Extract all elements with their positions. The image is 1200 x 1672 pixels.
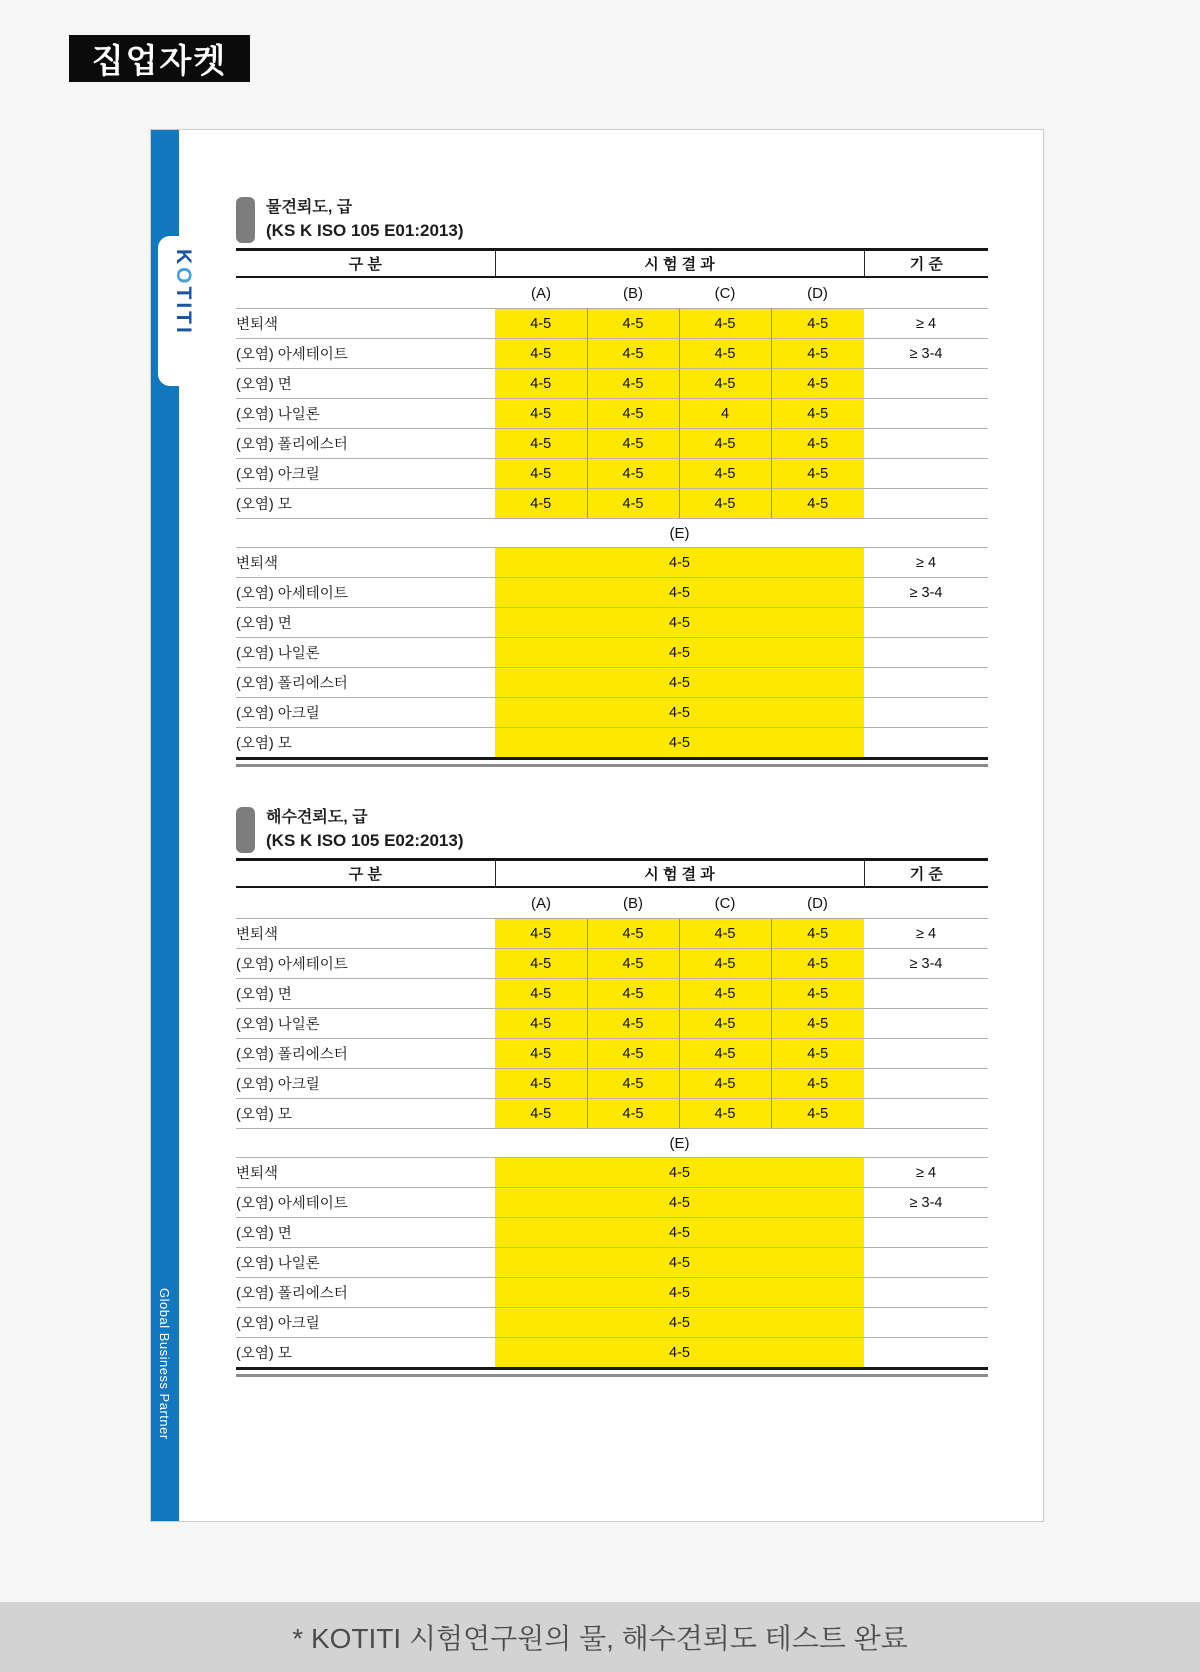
cell-value: 4-5 [679, 1069, 771, 1099]
cell-value: 4-5 [771, 919, 864, 949]
cell-value: 4-5 [587, 459, 679, 489]
table-row [236, 919, 988, 949]
cell-value: 4-5 [587, 429, 679, 459]
logo-letters-titi: TITI [172, 286, 195, 336]
table-row [236, 1099, 988, 1129]
row-label: 변퇴색 [236, 919, 495, 949]
row-label: (오염) 나일론 [236, 399, 495, 429]
cell-criteria: ≥ 3-4 [864, 339, 988, 369]
cell-criteria [864, 1308, 988, 1338]
cell-criteria [864, 979, 988, 1009]
subheader-spacer [864, 887, 988, 919]
seawater-fastness-section [236, 806, 988, 1377]
subheader-spacer [236, 887, 495, 919]
col-header-criteria: 기 준 [864, 250, 988, 278]
row-label: (오염) 폴리에스터 [236, 668, 495, 698]
row-label: (오염) 나일론 [236, 638, 495, 668]
subcol-b: (B) [587, 887, 679, 919]
table-row [236, 1248, 988, 1278]
group-e-spacer [864, 519, 988, 548]
cell-value: 4-5 [771, 979, 864, 1009]
row-label: (오염) 아세테이트 [236, 339, 495, 369]
cell-value: 4-5 [587, 399, 679, 429]
table-row [236, 668, 988, 698]
cell-value: 4-5 [679, 1099, 771, 1129]
table-row [236, 949, 988, 979]
row-label: 변퇴색 [236, 309, 495, 339]
cell-value: 4-5 [495, 339, 587, 369]
cell-value: 4-5 [679, 339, 771, 369]
sea-section-header [236, 806, 988, 854]
cell-value: 4-5 [679, 309, 771, 339]
cell-value: 4-5 [587, 1009, 679, 1039]
table-row [236, 1039, 988, 1069]
table-row [236, 309, 988, 339]
table-row [236, 1188, 988, 1218]
cell-value-merged: 4-5 [495, 1278, 864, 1308]
row-label: (오염) 폴리에스터 [236, 1039, 495, 1069]
cell-value: 4-5 [771, 429, 864, 459]
subcol-a: (A) [495, 887, 587, 919]
row-label: (오염) 폴리에스터 [236, 429, 495, 459]
cell-value-merged: 4-5 [495, 1338, 864, 1369]
cell-value: 4-5 [587, 1039, 679, 1069]
table-row [236, 979, 988, 1009]
cell-value: 4-5 [495, 1039, 587, 1069]
cell-value: 4-5 [495, 489, 587, 519]
row-label: (오염) 아크릴 [236, 698, 495, 728]
table-row [236, 489, 988, 519]
product-badge-label: 집업자켓 [91, 42, 228, 79]
cell-criteria [864, 459, 988, 489]
table-row [236, 1308, 988, 1338]
cell-value: 4-5 [587, 489, 679, 519]
cell-value: 4-5 [771, 369, 864, 399]
logo-swirl-o-icon: O [172, 267, 195, 287]
cell-criteria: ≥ 3-4 [864, 578, 988, 608]
table-row [236, 459, 988, 489]
cell-value: 4-5 [495, 309, 587, 339]
cell-value-merged: 4-5 [495, 728, 864, 759]
cell-criteria: ≥ 3-4 [864, 1188, 988, 1218]
cell-value-merged: 4-5 [495, 578, 864, 608]
table-row [236, 728, 988, 759]
cell-value: 4-5 [771, 309, 864, 339]
row-label: (오염) 아크릴 [236, 1308, 495, 1338]
cell-value: 4-5 [495, 919, 587, 949]
logo-letter-k: K [172, 249, 195, 268]
row-label: (오염) 아세테이트 [236, 949, 495, 979]
cell-value-merged: 4-5 [495, 1158, 864, 1188]
row-label: (오염) 나일론 [236, 1009, 495, 1039]
row-label: (오염) 아세테이트 [236, 1188, 495, 1218]
table-row [236, 1158, 988, 1188]
cell-criteria [864, 369, 988, 399]
group-e-label: (E) [495, 1129, 864, 1158]
cell-value: 4-5 [771, 339, 864, 369]
cell-value: 4-5 [495, 399, 587, 429]
water-section-header [236, 196, 988, 244]
cell-criteria: ≥ 4 [864, 548, 988, 578]
cell-criteria [864, 698, 988, 728]
cell-value: 4-5 [495, 459, 587, 489]
cell-value-merged: 4-5 [495, 668, 864, 698]
section-marker [236, 197, 255, 243]
row-label: (오염) 아크릴 [236, 1069, 495, 1099]
cell-value: 4-5 [587, 949, 679, 979]
cell-value: 4-5 [679, 1009, 771, 1039]
group-e-label: (E) [495, 519, 864, 548]
table-row [236, 429, 988, 459]
group-e-spacer [236, 519, 495, 548]
cell-value: 4-5 [495, 1099, 587, 1129]
cell-value: 4-5 [495, 1009, 587, 1039]
cell-value: 4-5 [771, 489, 864, 519]
kotiti-logo [173, 249, 194, 336]
table-row [236, 399, 988, 429]
table-row [236, 578, 988, 608]
cell-criteria [864, 1099, 988, 1129]
subheader-row [236, 887, 988, 919]
cell-criteria [864, 1338, 988, 1369]
cell-value-merged: 4-5 [495, 1248, 864, 1278]
cell-value: 4-5 [587, 309, 679, 339]
cell-value: 4-5 [771, 1009, 864, 1039]
cell-value: 4-5 [587, 919, 679, 949]
cell-criteria [864, 429, 988, 459]
cell-value: 4-5 [771, 399, 864, 429]
section-marker [236, 807, 255, 853]
cell-value-merged: 4-5 [495, 1308, 864, 1338]
cell-value: 4-5 [771, 949, 864, 979]
row-label: (오염) 면 [236, 1218, 495, 1248]
cell-criteria [864, 489, 988, 519]
footer-note-text: * KOTITI 시험연구원의 물, 해수견뢰도 테스트 완료 [292, 1623, 908, 1654]
cell-criteria [864, 1278, 988, 1308]
cell-value: 4-5 [679, 1039, 771, 1069]
cell-criteria [864, 728, 988, 759]
col-header-category: 구 분 [236, 250, 495, 278]
row-label: (오염) 모 [236, 489, 495, 519]
water-section-title: 물견뢰도, 급 [266, 199, 353, 216]
group-e-row [236, 519, 988, 548]
cell-value: 4-5 [771, 1039, 864, 1069]
cell-value: 4-5 [679, 459, 771, 489]
cell-value: 4-5 [771, 1099, 864, 1129]
cell-criteria [864, 608, 988, 638]
row-label: (오염) 면 [236, 608, 495, 638]
cell-criteria [864, 1218, 988, 1248]
table-row [236, 1218, 988, 1248]
cell-criteria [864, 1069, 988, 1099]
cell-value: 4-5 [495, 429, 587, 459]
col-header-result: 시 험 결 과 [495, 250, 864, 278]
group-e-row [236, 1129, 988, 1158]
col-header-criteria: 기 준 [864, 860, 988, 888]
table-row [236, 1278, 988, 1308]
table-header-row [236, 860, 988, 888]
cell-criteria: ≥ 3-4 [864, 949, 988, 979]
subheader-row [236, 277, 988, 309]
document-card [150, 129, 1044, 1522]
cell-value-merged: 4-5 [495, 698, 864, 728]
subcol-c: (C) [679, 277, 771, 309]
row-label: (오염) 모 [236, 1099, 495, 1129]
kotiti-logo-tab [158, 236, 214, 386]
cell-value: 4-5 [495, 979, 587, 1009]
row-label: (오염) 나일론 [236, 1248, 495, 1278]
water-fastness-table [236, 248, 988, 760]
row-label: (오염) 폴리에스터 [236, 1278, 495, 1308]
footer-note-bar [0, 1602, 1200, 1672]
cell-value: 4-5 [679, 369, 771, 399]
row-label: 변퇴색 [236, 1158, 495, 1188]
cell-value-merged: 4-5 [495, 1188, 864, 1218]
cell-value: 4-5 [587, 979, 679, 1009]
cell-value: 4-5 [679, 919, 771, 949]
table-end-rule [236, 1374, 988, 1377]
subcol-d: (D) [771, 277, 864, 309]
cell-value: 4 [679, 399, 771, 429]
group-e-spacer [864, 1129, 988, 1158]
product-badge [69, 35, 250, 82]
table-end-rule [236, 764, 988, 767]
cell-criteria: ≥ 4 [864, 309, 988, 339]
cell-value-merged: 4-5 [495, 638, 864, 668]
table-row [236, 548, 988, 578]
cell-value: 4-5 [495, 369, 587, 399]
sea-section-standard: (KS K ISO 105 E02:2013) [266, 831, 464, 850]
group-e-spacer [236, 1129, 495, 1158]
cell-criteria [864, 638, 988, 668]
cell-value: 4-5 [771, 459, 864, 489]
cell-value-merged: 4-5 [495, 1218, 864, 1248]
table-row [236, 369, 988, 399]
cell-criteria [864, 668, 988, 698]
table-row [236, 698, 988, 728]
row-label: (오염) 모 [236, 1338, 495, 1369]
cell-criteria [864, 1248, 988, 1278]
cell-value-merged: 4-5 [495, 608, 864, 638]
water-section-standard: (KS K ISO 105 E01:2013) [266, 221, 464, 240]
cell-value: 4-5 [587, 339, 679, 369]
row-label: (오염) 면 [236, 369, 495, 399]
cell-value: 4-5 [679, 949, 771, 979]
col-header-result: 시 험 결 과 [495, 860, 864, 888]
table-row [236, 1009, 988, 1039]
subcol-c: (C) [679, 887, 771, 919]
subcol-b: (B) [587, 277, 679, 309]
cell-value: 4-5 [679, 489, 771, 519]
cell-criteria: ≥ 4 [864, 919, 988, 949]
row-label: (오염) 면 [236, 979, 495, 1009]
seawater-fastness-table [236, 858, 988, 1370]
cell-criteria [864, 1039, 988, 1069]
cell-value: 4-5 [587, 1099, 679, 1129]
row-label: 변퇴색 [236, 548, 495, 578]
subcol-a: (A) [495, 277, 587, 309]
cell-criteria [864, 1009, 988, 1039]
water-fastness-section [236, 196, 988, 767]
brand-tagline: Global Business Partner [157, 1288, 172, 1440]
cell-value: 4-5 [495, 1069, 587, 1099]
table-row [236, 1338, 988, 1369]
sea-section-title: 해수견뢰도, 급 [266, 809, 368, 826]
table-row [236, 608, 988, 638]
cell-value: 4-5 [679, 429, 771, 459]
row-label: (오염) 아세테이트 [236, 578, 495, 608]
cell-value: 4-5 [771, 1069, 864, 1099]
cell-value: 4-5 [587, 1069, 679, 1099]
col-header-category: 구 분 [236, 860, 495, 888]
cell-value: 4-5 [679, 979, 771, 1009]
table-header-row [236, 250, 988, 278]
subheader-spacer [864, 277, 988, 309]
subcol-d: (D) [771, 887, 864, 919]
table-row [236, 339, 988, 369]
cell-value: 4-5 [587, 369, 679, 399]
cell-criteria [864, 399, 988, 429]
cell-criteria: ≥ 4 [864, 1158, 988, 1188]
subheader-spacer [236, 277, 495, 309]
cell-value-merged: 4-5 [495, 548, 864, 578]
row-label: (오염) 아크릴 [236, 459, 495, 489]
table-row [236, 1069, 988, 1099]
row-label: (오염) 모 [236, 728, 495, 759]
table-row [236, 638, 988, 668]
cell-value: 4-5 [495, 949, 587, 979]
